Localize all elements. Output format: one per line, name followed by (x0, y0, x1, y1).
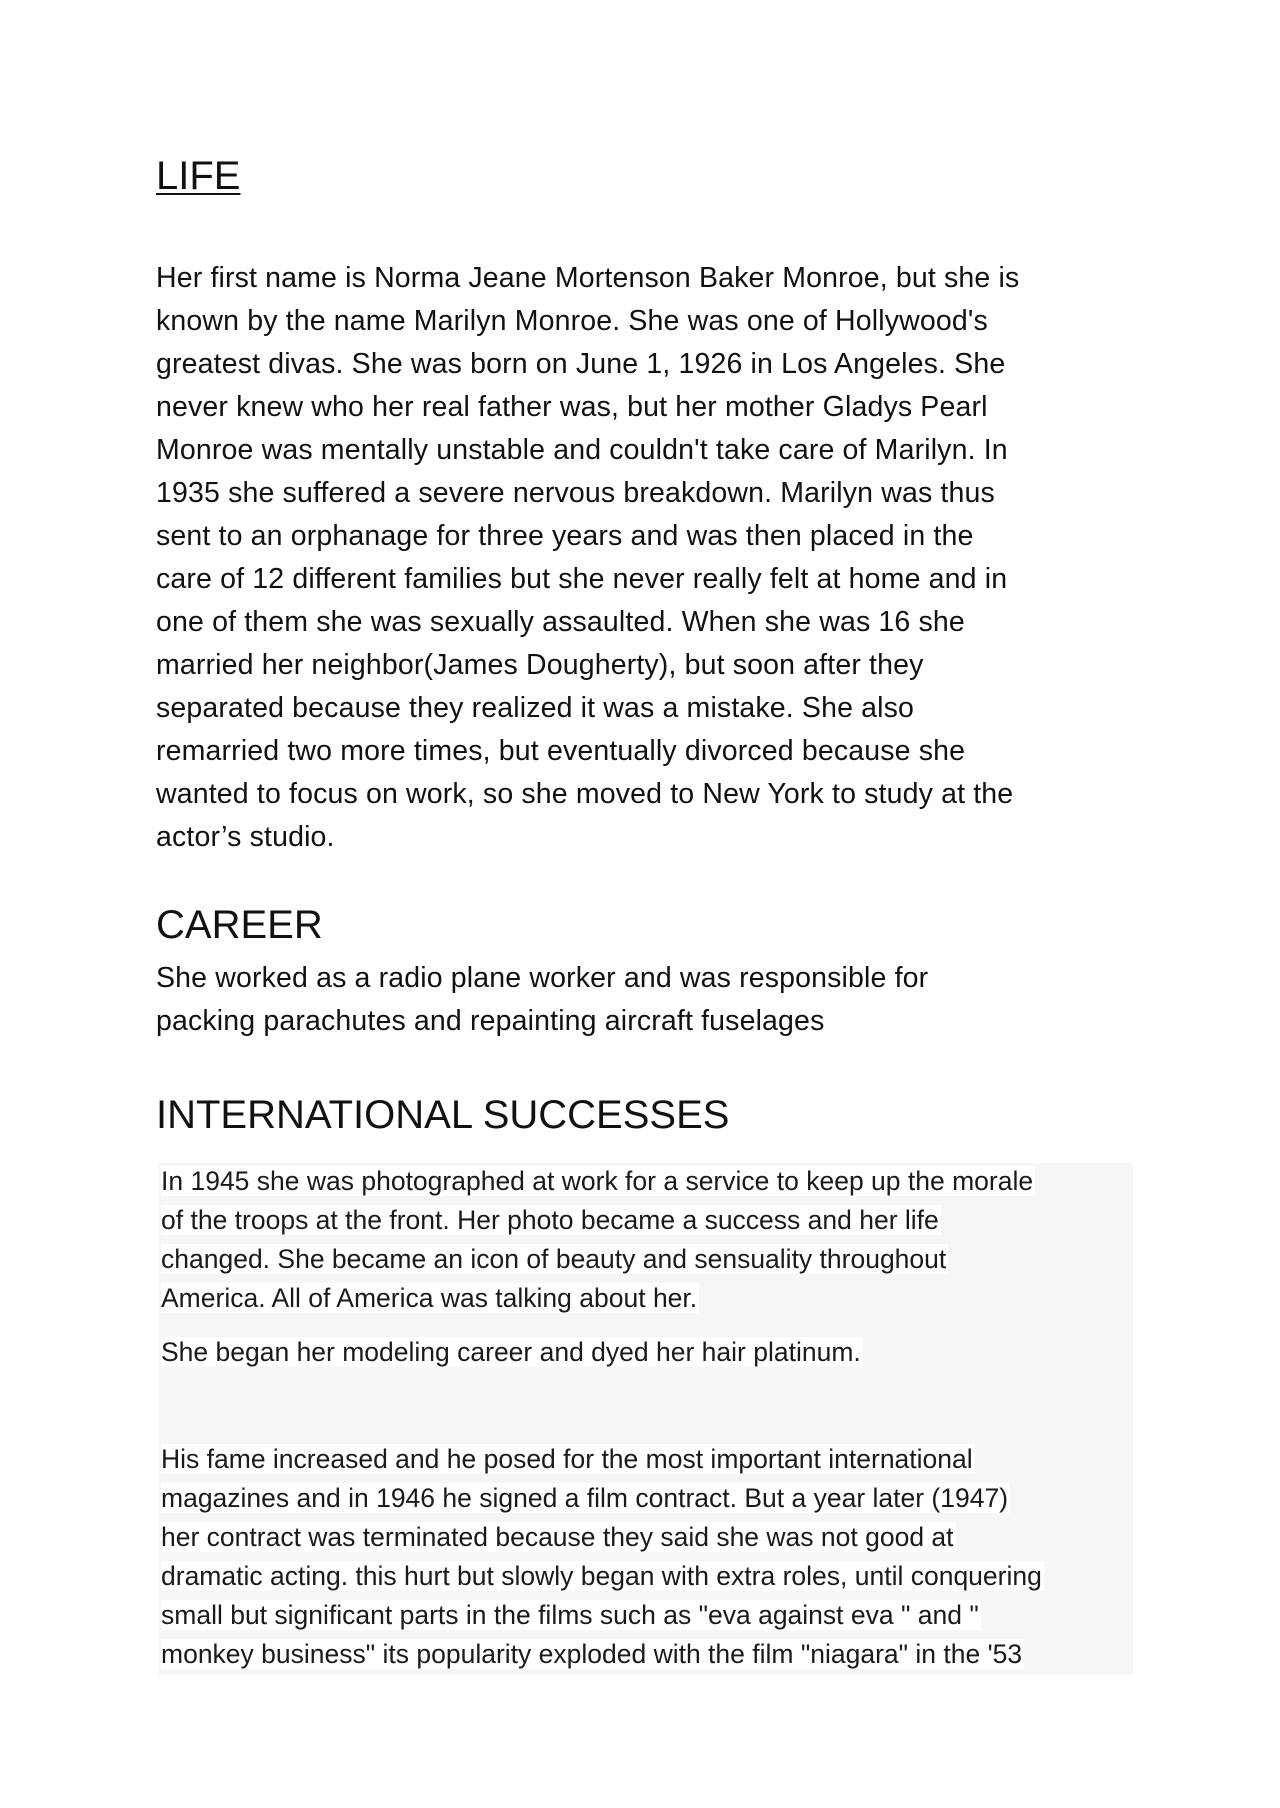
international-successes-heading: INTERNATIONAL SUCCESSES (156, 1093, 730, 1137)
career-line: She worked as a radio plane worker and was responsible for (156, 962, 929, 994)
international-line-text: His fame increased and he posed for the most important international (161, 1444, 973, 1474)
life-line: care of 12 different families but she never really felt at home and in (156, 563, 1008, 595)
career-line: packing parachutes and repainting aircraft fuselages (156, 1005, 825, 1037)
international-line (161, 1162, 1035, 1201)
international-line (161, 1333, 863, 1372)
international-line-text: In 1945 she was photographed at work for a service to keep up the morale (161, 1166, 1034, 1196)
international-line (161, 1279, 1035, 1318)
international-paragraph-1 (161, 1162, 1035, 1318)
life-line: separated because they realized it was a mistake. She also (156, 692, 915, 724)
life-line: remarried two more times, but eventually divorced because she (156, 735, 966, 767)
international-line (161, 1240, 1035, 1279)
international-line-text: magazines and in 1946 he signed a film contract. But a year later (1947) (161, 1483, 1009, 1513)
international-line-text: of the troops at the front. Her photo became a success and her life (161, 1205, 939, 1235)
life-line: greatest divas. She was born on June 1, 1926 in Los Angeles. She (156, 348, 1006, 380)
international-line (161, 1557, 1044, 1596)
international-line (161, 1635, 1044, 1674)
life-line: actor’s studio. (156, 821, 335, 853)
life-heading: LIFE (156, 154, 241, 198)
life-line: wanted to focus on work, so she moved to New York to study at the (156, 778, 1014, 810)
international-paragraph-2 (161, 1333, 863, 1372)
international-line-text: her contract was terminated because they said she was not good at (161, 1522, 954, 1552)
life-paragraph (156, 257, 1156, 859)
life-line: Monroe was mentally unstable and couldn't take care of Marilyn. In (156, 434, 1008, 466)
life-line: known by the name Marilyn Monroe. She was one of Hollywood's (156, 305, 988, 337)
career-heading: CAREER (156, 903, 323, 947)
international-line (161, 1518, 1044, 1557)
life-line: one of them she was sexually assaulted. When she was 16 she (156, 606, 965, 638)
international-line (161, 1479, 1044, 1518)
life-line: 1935 she suffered a severe nervous breakdown. Marilyn was thus (156, 477, 995, 509)
life-line: never knew who her real father was, but her mother Gladys Pearl (156, 391, 988, 423)
international-line (161, 1201, 1035, 1240)
international-paragraph-3 (161, 1440, 1044, 1674)
life-line: Her first name is Norma Jeane Mortenson Baker Monroe, but she is (156, 262, 1020, 294)
international-line-text: monkey business" its popularity exploded with the film "niagara" in the '53 (161, 1639, 1023, 1669)
international-line-text: changed. She became an icon of beauty and sensuality throughout (161, 1244, 947, 1274)
career-paragraph (156, 957, 1156, 1043)
international-line (161, 1596, 1044, 1635)
international-line-text: She began her modeling career and dyed her hair platinum. (161, 1337, 861, 1367)
international-line-text: America. All of America was talking about her. (161, 1283, 698, 1313)
life-line: sent to an orphanage for three years and was then placed in the (156, 520, 974, 552)
international-line (161, 1440, 1044, 1479)
international-line-text: small but significant parts in the films such as "eva against eva " and " (161, 1600, 979, 1630)
life-line: married her neighbor(James Dougherty), but soon after they (156, 649, 924, 681)
international-line-text: dramatic acting. this hurt but slowly began with extra roles, until conquering (161, 1561, 1042, 1591)
